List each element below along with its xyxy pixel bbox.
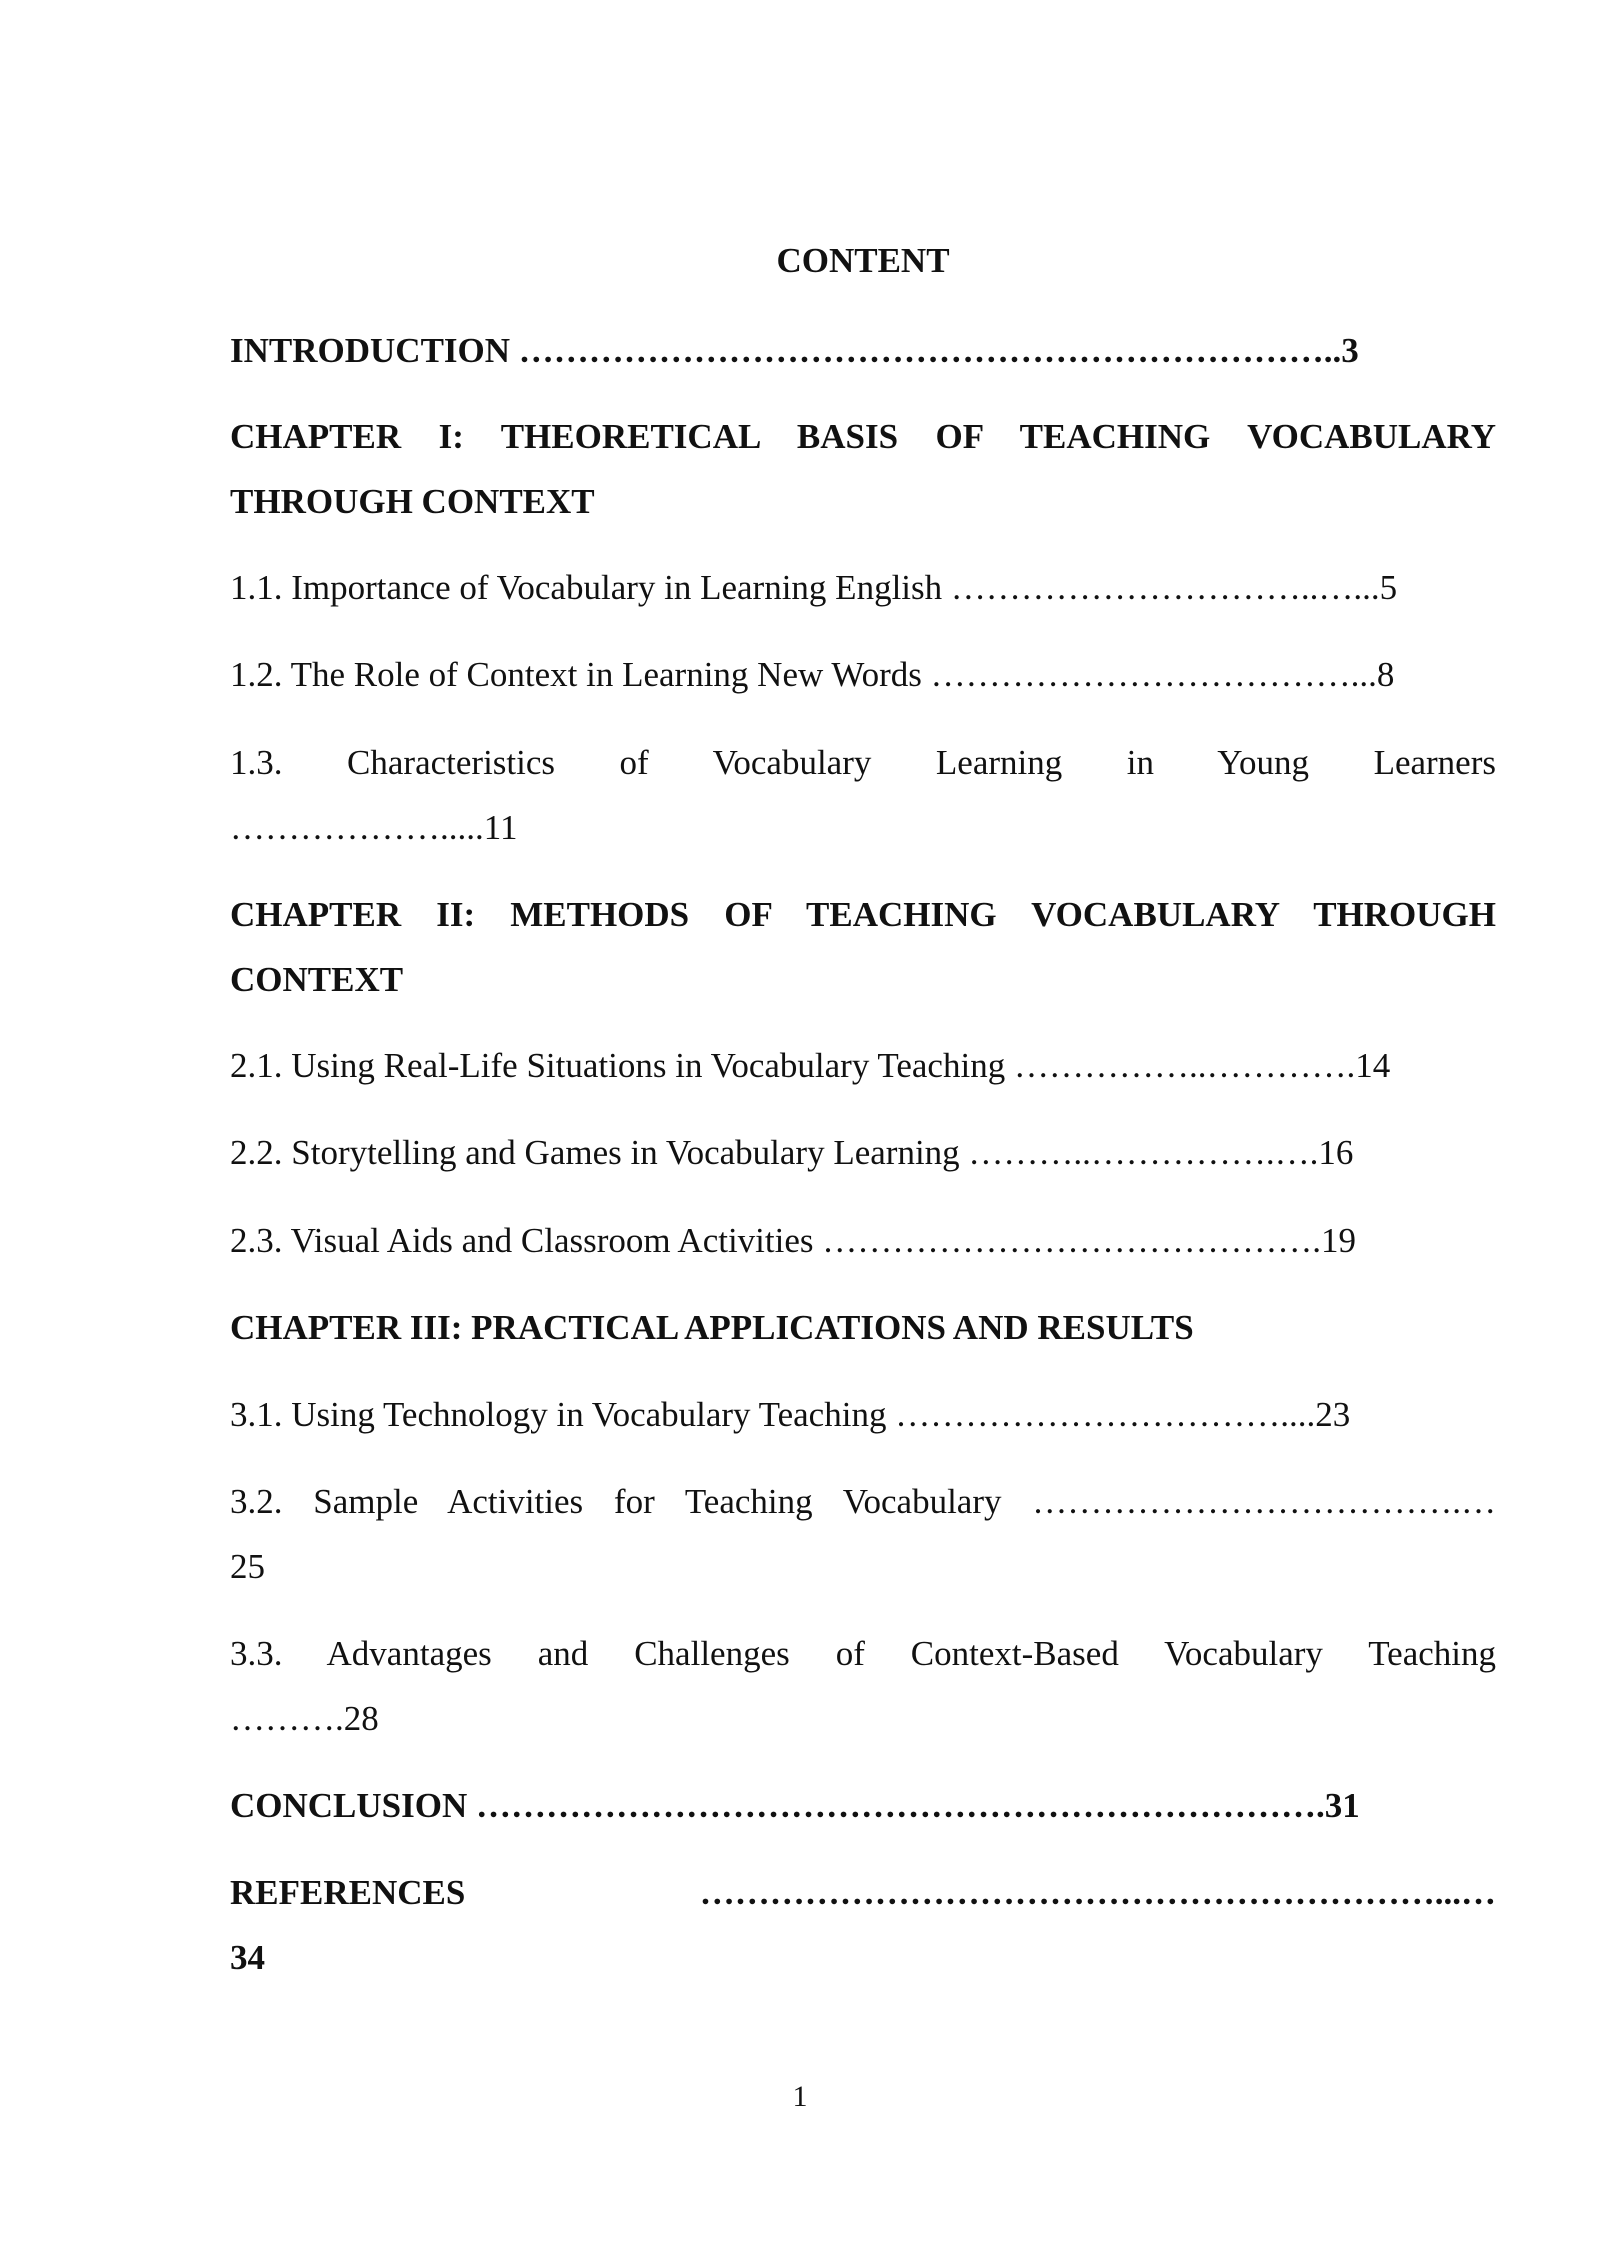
toc-entry-2-3 <box>230 1208 1496 1273</box>
toc-entry-1-2 <box>230 642 1496 707</box>
toc-entry-line: 2.2. Storytelling and Games in Vocabulary Learning ………..…………….….16 <box>230 1133 1354 1172</box>
toc-entry-line: 1.1. Importance of Vocabulary in Learning English …………………………..…...5 <box>230 568 1398 607</box>
toc-entry-line: REFERENCES ………………………………………………………...… <box>230 1873 1496 1912</box>
toc-entry-line: THROUGH CONTEXT <box>230 482 595 521</box>
toc-entry-line: 1.3. Characteristics of Vocabulary Learning in Young Learners <box>230 743 1496 782</box>
toc-entry-references <box>230 1860 1496 1990</box>
toc-entry-line: ……….28 <box>230 1699 379 1738</box>
toc-entry-introduction <box>230 318 1496 383</box>
toc-entry-line: 2.3. Visual Aids and Classroom Activities …………………………………….19 <box>230 1221 1356 1260</box>
toc-entry-line: CHAPTER I: THEORETICAL BASIS OF TEACHING VOCABULARY <box>230 417 1496 456</box>
toc-entry-line: 3.1. Using Technology in Vocabulary Teaching ……………………………....23 <box>230 1395 1351 1434</box>
toc-entry-line: 3.2. Sample Activities for Teaching Vocabulary ……………………………….… <box>230 1482 1496 1521</box>
toc-entry-2-2 <box>230 1120 1496 1185</box>
toc-entry-line: 1.2. The Role of Context in Learning New Words ………………………………...8 <box>230 655 1395 694</box>
toc-entry-line: CHAPTER II: METHODS OF TEACHING VOCABULARY THROUGH <box>230 895 1496 934</box>
toc-entry-1-3 <box>230 730 1496 860</box>
toc-entry-line: ……………….....11 <box>230 808 518 847</box>
toc-entry-3-2 <box>230 1469 1496 1599</box>
toc-entry-chapter-1 <box>230 404 1496 534</box>
toc-entry-line: 25 <box>230 1547 265 1586</box>
toc-entry-chapter-3 <box>230 1295 1496 1360</box>
toc-entry-3-1 <box>230 1382 1496 1447</box>
toc-entry-1-1 <box>230 555 1496 620</box>
toc-entry-line: 34 <box>230 1938 265 1977</box>
page-number: 1 <box>792 2080 808 2113</box>
toc-entry-3-3 <box>230 1621 1496 1751</box>
toc-entry-line: INTRODUCTION ……………………………………………………………..3 <box>230 331 1359 370</box>
toc-entry-chapter-2 <box>230 882 1496 1012</box>
toc-entry-line: 2.1. Using Real-Life Situations in Vocabulary Teaching ……………..………….14 <box>230 1046 1391 1085</box>
toc-entry-line: CONTEXT <box>230 960 404 999</box>
toc-entry-line: CHAPTER III: PRACTICAL APPLICATIONS AND RESULTS <box>230 1308 1194 1347</box>
toc-entry-line: CONCLUSION ……………………………………………………………….31 <box>230 1786 1360 1825</box>
toc-entry-conclusion <box>230 1773 1496 1838</box>
toc-entry-line: 3.3. Advantages and Challenges of Context-Based Vocabulary Teaching <box>230 1634 1496 1673</box>
toc-heading: CONTENT <box>776 241 950 280</box>
toc-entry-2-1 <box>230 1033 1496 1098</box>
